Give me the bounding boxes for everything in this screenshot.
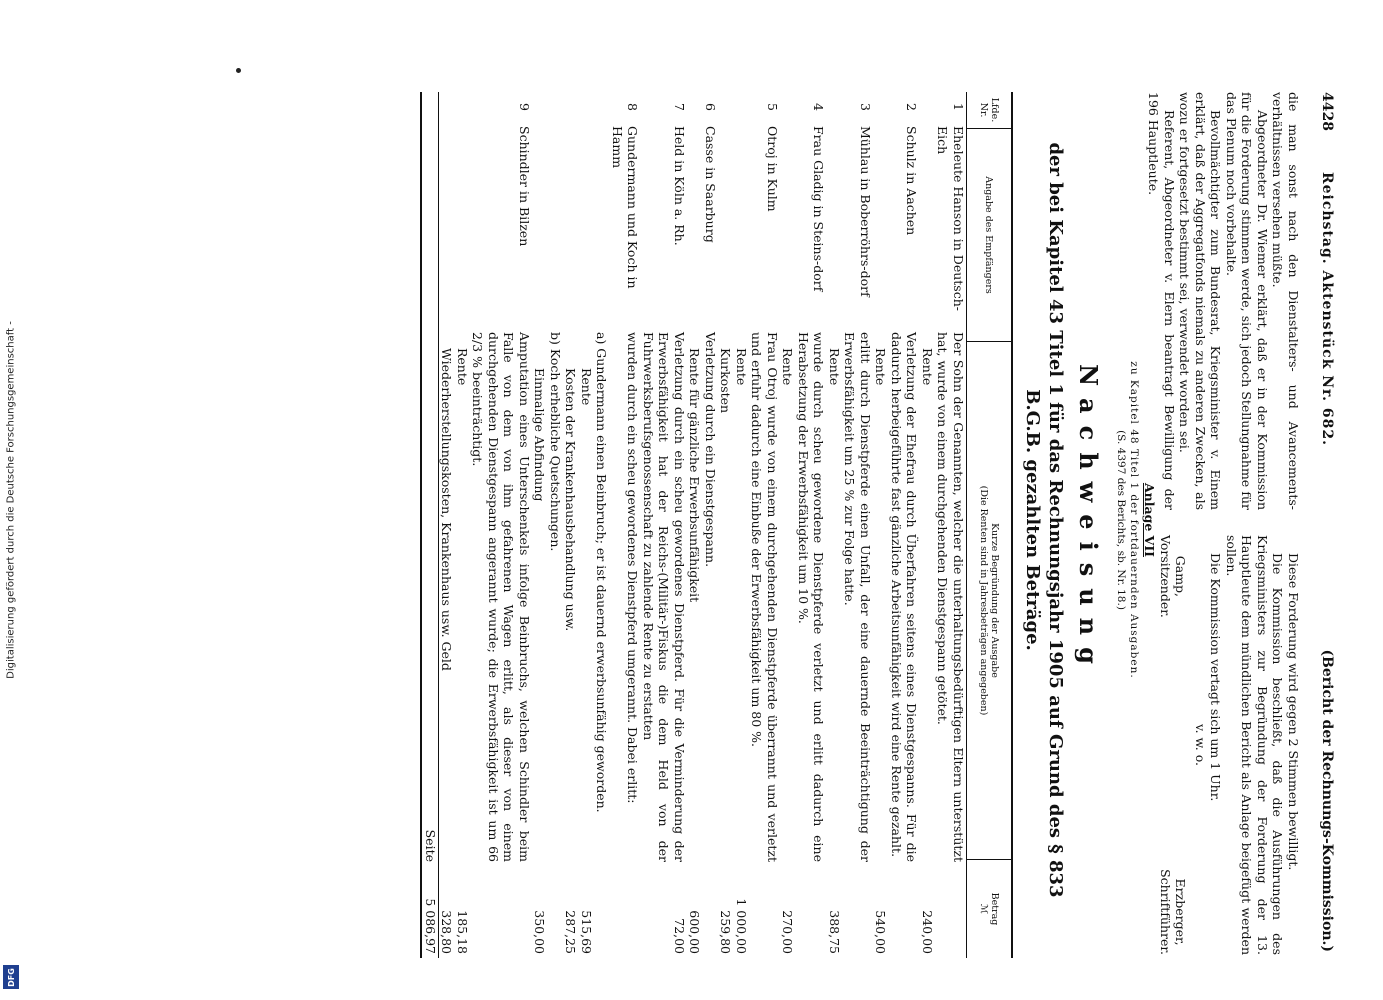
row-reason: b) Koch erhebliche Quetschungen.	[548, 332, 563, 552]
signature-name: Erzberger,	[1173, 878, 1189, 946]
row-amount-label: Wiederherstellungskosten, Krankenhaus usw. Geld	[439, 348, 455, 671]
row-amount-label: Rente	[780, 348, 796, 386]
table-row	[920, 92, 936, 958]
row-amount	[889, 866, 920, 958]
row-amount-label: Rente	[873, 348, 889, 386]
table-row	[734, 92, 750, 958]
table-row	[610, 92, 641, 958]
page-header-title: Reichstag. Aktenstück Nr. 682.	[1319, 172, 1335, 446]
row-amount	[796, 866, 827, 958]
header-amount-title: Betrag	[989, 892, 1000, 926]
row-recipient: Mühlau in Boberröhrs-dorf	[858, 126, 873, 297]
table-row	[532, 92, 548, 958]
table-row	[687, 92, 703, 958]
table-row	[703, 92, 719, 958]
table-row	[455, 92, 471, 958]
row-recipient: Schulz in Aachen	[904, 126, 920, 236]
rotated-document-page	[215, 80, 1335, 960]
table-row	[842, 92, 873, 958]
signature-role: Schriftführer.	[1158, 869, 1173, 955]
row-amount-label: Rente	[455, 348, 470, 386]
total-label: Seite	[423, 829, 438, 862]
row-amount: 185,18	[455, 910, 470, 954]
row-amount	[470, 866, 532, 958]
header-reason-title: Kurze Begründung der Ausgabe	[989, 523, 1000, 678]
row-amount	[703, 866, 719, 958]
row-number: 1	[951, 103, 966, 111]
row-number: 9	[517, 103, 532, 111]
row-number: 2	[904, 103, 920, 111]
anlage-title: Anlage VII	[1142, 482, 1157, 558]
nachweisung-subtitle: der bei Kapitel 43 Titel 1 für das Rechnungsjahr 1905 auf Grund des § 833 B.G.B. gezahlten Beträge.	[1022, 142, 1066, 898]
header-recipient: Angabe des Empfängers	[967, 129, 1011, 342]
table-header	[966, 92, 1011, 958]
nachweisung-title: Nachweisung	[1074, 364, 1103, 676]
margin-dot	[236, 68, 241, 73]
left-paragraph: Bevollmächtigter zum Bundesrat, Kriegsminister v. Einem erklärt, daß der Aggregatfonds niemals zu anderen Zwecken, als wozu er fortgesetzt bestimmt sei, verwendet worden sei.	[1177, 92, 1224, 510]
row-number: 3	[858, 103, 873, 111]
row-reason: Der Sohn der Genannten, welcher die unterhaltungsbedürftigen Eltern unterstützt hat, wurde von einem durchgehenden Dienstgespann getötet.	[935, 332, 966, 862]
row-amount: 287,25	[563, 910, 579, 954]
page-number: 4428	[1319, 92, 1335, 131]
page-header	[1313, 92, 1335, 952]
row-number: 8	[625, 103, 641, 111]
row-reason: Frau Otroj wurde von einem durchgehenden Dienstpferde überrannt und verletzt und erfuhr dadurch eine Einbuße der Erwerbsfähigkeit um 80 %.	[749, 332, 780, 862]
row-reason: Amputation eines Unterschenkels infolge Beinbruchs, welchen Schindler beim Falle von dem von ihm gefahrenen Wagen erlitt, als dieser von einem durchgehenden Dienstgespann angerannt wurde; die Erwerbsfähigkeit ist um 66 2/3 % beeinträchtigt.	[470, 332, 532, 862]
row-number: 6	[703, 103, 718, 111]
row-recipient: Frau Gladig in Steins-dorf	[811, 126, 827, 292]
row-amount: 240,00	[920, 910, 935, 954]
row-amount	[610, 866, 641, 958]
table-row	[641, 92, 688, 958]
table-row	[827, 92, 843, 958]
right-paragraph: Diese Forderung wird gegen 2 Stimmen bewilligt.	[1286, 553, 1301, 871]
row-amount: 515,69	[579, 910, 594, 954]
row-recipient: Otroj in Kulm	[765, 126, 780, 212]
signature-name: Gamp,	[1173, 555, 1189, 598]
row-amount-label: Einmalige Abfindung	[532, 368, 548, 502]
row-amount	[842, 866, 873, 958]
header-amount	[967, 860, 1011, 958]
table-row	[579, 92, 595, 958]
row-recipient: Casse in Saarburg	[703, 126, 718, 243]
header-reason	[967, 342, 1011, 860]
page-header-section: (Bericht der Rechnungs-Kommission.)	[1319, 649, 1335, 952]
row-amount-label: Rente	[734, 348, 749, 386]
dfg-logo-text: DFG	[6, 967, 16, 987]
anlage-heading	[1115, 80, 1157, 960]
total-amount: 5 086,97	[423, 898, 438, 954]
table-row	[796, 92, 827, 958]
table-row	[873, 92, 889, 958]
anlage-reference: (S. 4397 des Berichts, sb. Nr. 18.)	[1115, 430, 1127, 610]
row-reason: wurden durch ein scheu gewordenes Dienstpferd umgerannt. Dabei erlitt:	[625, 332, 641, 804]
table-row	[470, 92, 532, 958]
row-recipient: Eheleute Hanson in Deutsch-Eich	[935, 126, 966, 311]
signature-chair	[1158, 535, 1189, 618]
row-amount	[935, 866, 966, 958]
row-amount: 1 000,00	[734, 898, 749, 954]
row-amount: 72,00	[672, 918, 687, 954]
row-amount-label: Kosten der Krankenhausbehandlung usw.	[563, 368, 579, 632]
row-reason: Verletzung durch ein scheu gewordenes Dienstpferd. Für die Verminderung der Erwerbsfähigkeit hat der Reichs-(Militär-)Fiskus die dem Held von der Fuhrwerksberufsgenossenschaft zu zahlende Rente zu erstatten	[641, 332, 687, 862]
digitization-sidebar	[0, 0, 22, 1000]
left-column	[1146, 92, 1301, 510]
row-reason: a) Gundermann einen Beinbruch; er ist dauernd erwerbsunfähig geworden.	[594, 332, 610, 813]
right-paragraph: Die Kommission vertagt sich um 1 Uhr.	[1208, 553, 1224, 802]
row-amount: 540,00	[873, 910, 889, 954]
sig-vwo: v. w. o.	[1193, 724, 1208, 766]
right-column	[1158, 535, 1302, 955]
row-amount: 328,80	[439, 910, 455, 954]
row-recipient: Gundermann und Koch in Hamm	[610, 126, 641, 289]
left-paragraph: Abgeordneter Dr. Wiemer erklärt, daß er in der Kommission für die Forderung stimmen werde, sich jedoch Stellungnahme für das Plenum noch vorbehalte.	[1224, 92, 1270, 510]
table-row	[563, 92, 579, 958]
dfg-logo	[3, 965, 19, 989]
row-recipient: Schindler in Bilzen	[517, 126, 532, 247]
left-paragraph: Referent, Abgeordneter v. Elern beantragt Bewilligung der 196 Hauptleute.	[1146, 92, 1177, 510]
signatures	[1158, 535, 1189, 955]
row-number: 4	[811, 103, 827, 111]
table-row	[594, 92, 610, 958]
table-row	[439, 92, 455, 958]
row-reason: Verletzung der Ehefrau durch Überfahren seitens eines Dienstgespanns. Für die dadurch herbeigeführte fast gänzliche Arbeitsunfähigkeit wird eine Rente gezahlt.	[889, 332, 920, 862]
row-amount-label: Rente für gänzliche Erwerbsunfähigkeit	[687, 348, 703, 603]
row-amount-label: Rente	[827, 348, 842, 386]
row-reason: erlitt durch Dienstpferde einen Unfall, der eine dauernde Beeinträchtigung der Erwerbsfähigkeit um 25 % zur Folge hatte.	[842, 332, 873, 862]
row-amount-label: Kurkosten	[718, 348, 734, 414]
row-amount	[594, 866, 610, 958]
table-row	[749, 92, 780, 958]
row-amount: 270,00	[780, 910, 796, 954]
row-amount: 350,00	[532, 910, 548, 954]
table-total-row	[423, 92, 440, 958]
row-reason: wurde durch scheu gewordene Dienstpferde verletzt und erlitt dadurch eine Herabsetzung der Erwerbsfähigkeit um 10 %.	[796, 332, 827, 862]
left-paragraph: die man sonst nach den Dienstalters- und Avancements-verhältnissen versehen müßte.	[1270, 92, 1301, 510]
table-row	[935, 92, 966, 958]
table-row	[889, 92, 920, 958]
row-number: 7	[672, 103, 687, 111]
signature-secretary	[1158, 869, 1189, 955]
row-reason: Verletzung durch ein Dienstgespann.	[703, 332, 718, 568]
row-recipient: Held in Köln a. Rh.	[672, 126, 687, 246]
table-row	[718, 92, 734, 958]
payments-table	[421, 92, 1014, 958]
table-row	[780, 92, 796, 958]
row-amount: 259,80	[718, 910, 734, 954]
row-number: 5	[765, 103, 780, 111]
header-reason-note: (Die Renten sind in Jahresbeträgen angegeben)	[978, 485, 989, 716]
header-num: Lfde. Nr.	[967, 92, 1011, 129]
table-row	[548, 92, 564, 958]
anlage-subtitle: zu Kapitel 48 Titel 1 der fortdauernden Ausgaben.	[1128, 361, 1140, 679]
table-body	[439, 92, 966, 958]
row-amount	[749, 866, 780, 958]
signature-role: Vorsitzender.	[1158, 535, 1173, 618]
digitization-credit: Digitalisierung gefördert durch die Deutsche Forschungsgemeinschaft -	[5, 321, 17, 679]
header-amount-unit: ℳ	[978, 903, 989, 915]
row-amount: 388,75	[827, 910, 842, 954]
row-amount-label: Rente	[920, 348, 935, 386]
row-amount	[548, 866, 564, 958]
row-amount: 600,00	[687, 910, 703, 954]
right-paragraph: Die Kommission beschließt, daß die Ausführungen des Kriegsministers zur Begründung der Forderung der 13. Hauptleute dem mündlichen Bericht als Anlage beigefügt werden sollen.	[1224, 535, 1286, 955]
row-amount-label: Rente	[579, 368, 594, 406]
